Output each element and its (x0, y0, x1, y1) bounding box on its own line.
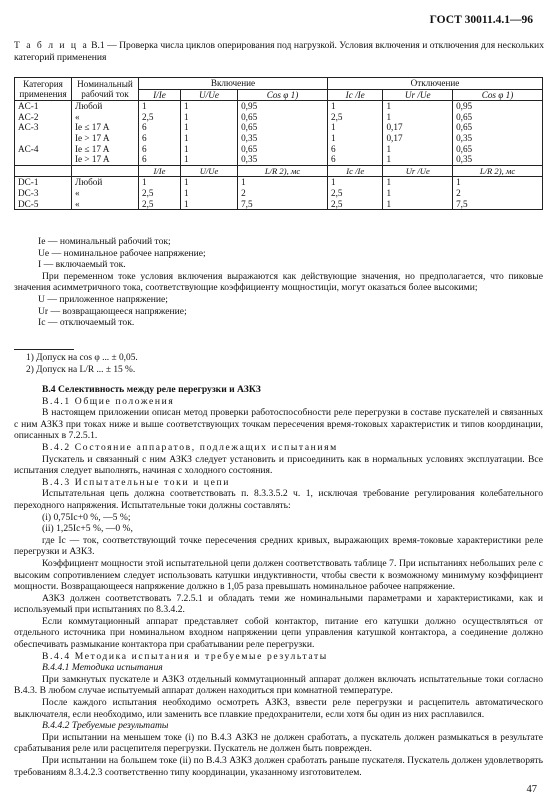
cell-value: 1 (383, 177, 453, 188)
table-caption (14, 40, 544, 64)
cell-value: 0,65 (453, 122, 543, 133)
cell-value: 2,5 (327, 199, 382, 210)
legend-line: Ue — номинальное рабочее напряжение; (38, 247, 206, 259)
cell-value: 0,35 (238, 154, 328, 165)
th-sub: I/Ie (139, 89, 181, 101)
cell-category: AC-2 (15, 112, 72, 123)
cell-category: DC-3 (15, 188, 72, 199)
th-sub: Cos φ 1) (238, 89, 328, 101)
cell-current: Любой (72, 177, 139, 188)
footnote: 2) Допуск на L/R ... ± 15 %. (26, 365, 136, 375)
cell-value: 2 (238, 188, 328, 199)
cell-category: AC-4 (15, 144, 72, 155)
paragraph: При переменном токе условия включения выражаются как действующие значения, но предполагается, что пиковые значения асимметричного тока, соответствующие коэффициенту мощностиціи, могут оказаться более высокими; (14, 270, 543, 294)
cell-value: 1 (180, 122, 237, 133)
table-b1 (14, 77, 543, 210)
section-heading: В.4.3 Испытательные токи и цепи (42, 476, 230, 488)
cell-value: 1 (180, 133, 237, 144)
section-b4 (14, 384, 543, 778)
cell-value: 1 (383, 101, 453, 112)
footnote: 1) Допуск на cos φ ... ± 0,05. (26, 353, 138, 363)
cell-category (15, 133, 72, 144)
cell-value: 1 (327, 122, 382, 133)
cell-value: 1 (180, 101, 237, 112)
table-row (15, 199, 543, 210)
legend-block (14, 236, 543, 329)
cell-current: « (72, 199, 139, 210)
table-row (15, 154, 543, 165)
cell-value: 1 (180, 188, 237, 199)
table-row (15, 188, 543, 199)
th-current: Номинальный рабочий ток (72, 78, 139, 101)
cell-value: 1 (383, 112, 453, 123)
legend-line: U — приложенное напряжение; (38, 293, 168, 305)
cell-value: 0,65 (453, 112, 543, 123)
section-heading: В.4.2 Состояние аппаратов, подлежащих испытаниям (42, 441, 338, 453)
cell-value: 6 (139, 133, 181, 144)
paragraph: Пускатель и связанный с ним АЗКЗ следует установить и присоединить как в нормальных условиях эксплуатации. Все испытания следует выполнять, начиная с холодного состояния. (14, 453, 543, 477)
section-heading: В.4.1 Общие положения (42, 395, 175, 407)
table-row (15, 177, 543, 188)
th-dc-sub: L/R 2), мс (238, 165, 328, 177)
cell-value: 0,65 (238, 144, 328, 155)
th-sub: Ic /Ie (327, 89, 382, 101)
legend-line: Ur — возвращающееся напряжение; (38, 305, 187, 317)
cell-current: « (72, 188, 139, 199)
paragraph: После каждого испытания необходимо осмотреть АЗКЗ, взвести реле перегрузки и расцепитель автоматического выключателя, если необходимо, или заменить все плавкие предохранители, если хотя бы один из них расплавился. (14, 697, 543, 720)
footnote-divider (14, 349, 74, 350)
cell-value: 2,5 (139, 112, 181, 123)
th-sub: U/Ue (180, 89, 237, 101)
section-heading: В.4.4 Методика испытания и требуемые результаты (42, 650, 328, 662)
paragraph: В настоящем приложении описан метод проверки работоспособности реле перегрузки в составе пускателей и связанных с ним АЗКЗ при токах ниже и выше соответствующих точкам пересечения время-токовых характеристик и типов координации, описанных в 7.2.5.1. (14, 407, 543, 442)
cell-value: 1 (139, 101, 181, 112)
th-dc-sub: I/Ie (139, 165, 181, 177)
table-row (15, 144, 543, 155)
cell-category: DC-1 (15, 177, 72, 188)
cell-value: 2,5 (139, 188, 181, 199)
cell-value: 6 (139, 144, 181, 155)
th-category: Категория применения (15, 78, 72, 101)
cell-value: 1 (453, 177, 543, 188)
th-sub: Cos φ 1) (453, 89, 543, 101)
cell-value: 7,5 (453, 199, 543, 210)
cell-value: 1 (180, 177, 237, 188)
paragraph: АЗКЗ должен соответствовать 7.2.5.1 и обладать теми же номинальными параметрами и характеристиками, как и используемый при испытаниях по 8.3.4.2. (14, 592, 543, 616)
section-heading: В.4 Селективность между реле перегрузки и АЗКЗ (42, 384, 261, 395)
cell-value: 0,65 (453, 144, 543, 155)
cell-value: 2,5 (139, 199, 181, 210)
section-heading: В.4.4.2 Требуемые результаты (42, 720, 169, 732)
paragraph: Если коммутационный аппарат представляет собой контактор, питание его катушки должно осуществляться от отдельного источника при номинальном входном напряжении цепи управления катушкой контактора, а соединение должно обеспечивать размыкание контактора при срабатывании реле перегрузки. (14, 615, 543, 651)
th-on: Включение (139, 78, 328, 90)
cell-value: 1 (383, 144, 453, 155)
cell-current: Ie > 17 A (72, 154, 139, 165)
th-dc-sub: Ic /Ie (327, 165, 382, 177)
cell-current: Ie ≤ 17 A (72, 122, 139, 133)
cell-value: 2 (453, 188, 543, 199)
cell-value: 6 (327, 144, 382, 155)
list-item: (ii) 1,25Ic+5 %, —0 %, (42, 523, 133, 535)
cell-current: Ie > 17 A (72, 133, 139, 144)
cell-value: 0,65 (238, 122, 328, 133)
cell-category: AC-1 (15, 101, 72, 112)
cell-value: 1 (139, 177, 181, 188)
cell-value: 0,65 (238, 112, 328, 123)
cell-value: 1 (180, 154, 237, 165)
paragraph: где Ic — ток, соответствующий точке пересечения средних кривых, выражающих время-токовые характеристики реле перегрузки и АЗКЗ. (14, 534, 543, 558)
cell-value: 1 (327, 177, 382, 188)
th-dc-sub: L/R 2), мс (453, 165, 543, 177)
legend-line: Ie — номинальный рабочий ток; (38, 236, 171, 247)
paragraph: При испытании на меньшем токе (i) по В.4.3 АЗКЗ не должен сработать, а пускатель должен размыкаться в результате срабатывания реле или расцепителя перегрузки. Пускатель не должен быть поврежден. (14, 731, 543, 755)
paragraph: При испытании на большем токе (ii) по В.4.3 АЗКЗ должен сработать раньше пускателя. Пускатель должен удовлетворять требованиям 8.3.4.2.3 соответственно типу координации, указанному изготовителем. (14, 755, 543, 778)
cell-value: 1 (327, 133, 382, 144)
cell-current: Любой (72, 101, 139, 112)
paragraph: Испытательная цепь должна соответствовать п. 8.3.3.5.2 ч. 1, исключая требование регулирования колебательного переходного напряжения. Испытательные токи должны составлять: (14, 488, 543, 511)
table-row (15, 133, 543, 144)
cell-value: 6 (327, 154, 382, 165)
cell-value: 1 (180, 144, 237, 155)
cell-value: 0,35 (453, 154, 543, 165)
cell-value: 1 (180, 112, 237, 123)
cell-category: AC-3 (15, 122, 72, 133)
doc-header: ГОСТ 30011.4.1—96 (429, 14, 533, 26)
paragraph: Коэффициент мощности этой испытательной цепи должен соответствовать таблице 7. При испытаниях небольших реле с высоким сопротивлением следует использовать катушки индуктивности, чтобы свести к возможному минимуму коэффициент мощности. Возвращающееся напряжение должно в 1,05 раза превышать номинальное рабочее напряжение. (14, 557, 543, 593)
cell-category (15, 154, 72, 165)
table-title: В.1 — Проверка числа циклов оперирования под нагрузкой. Условия включения и отключения для нескольких категорий применения (14, 40, 544, 63)
paragraph: При замкнутых пускателе и АЗКЗ отдельный коммутационный аппарат должен включать испытательные токи согласно В.4.3. В любом случае испытуемый аппарат должен находиться при комнатной температуре. (14, 673, 543, 697)
cell-value: 1 (327, 101, 382, 112)
cell-value: 1 (238, 177, 328, 188)
cell-value: 1 (383, 199, 453, 210)
cell-value: 2,5 (327, 112, 382, 123)
cell-current: « (72, 112, 139, 123)
cell-value: 1 (383, 188, 453, 199)
cell-current: Ie ≤ 17 A (72, 144, 139, 155)
cell-value: 2,5 (327, 188, 382, 199)
table-row (15, 122, 543, 133)
table-row (15, 101, 543, 112)
cell-value: 1 (180, 199, 237, 210)
th-sub: Ur /Ue (383, 89, 453, 101)
legend-line: I — включаемый ток. (38, 259, 126, 271)
cell-value: 0,17 (383, 122, 453, 133)
list-item: (i) 0,75Ic+0 %, —5 %; (42, 511, 131, 523)
th-off: Отключение (327, 78, 542, 90)
table-row (15, 112, 543, 123)
cell-value: 1 (383, 154, 453, 165)
page-number: 47 (526, 784, 537, 795)
cell-value: 7,5 (238, 199, 328, 210)
legend-line: Ic — отключаемый ток. (38, 317, 135, 329)
th-dc-sub: Ur /Ue (383, 165, 453, 177)
cell-value: 0,35 (453, 133, 543, 144)
cell-value: 0,95 (238, 101, 328, 112)
cell-category: DC-5 (15, 199, 72, 210)
cell-value: 6 (139, 122, 181, 133)
table-label: Т а б л и ц а (14, 40, 89, 51)
th-dc-sub: U/Ue (180, 165, 237, 177)
cell-value: 6 (139, 154, 181, 165)
section-heading: В.4.4.1 Методика испытания (42, 662, 163, 674)
cell-value: 0,35 (238, 133, 328, 144)
cell-value: 0,95 (453, 101, 543, 112)
cell-value: 0,17 (383, 133, 453, 144)
